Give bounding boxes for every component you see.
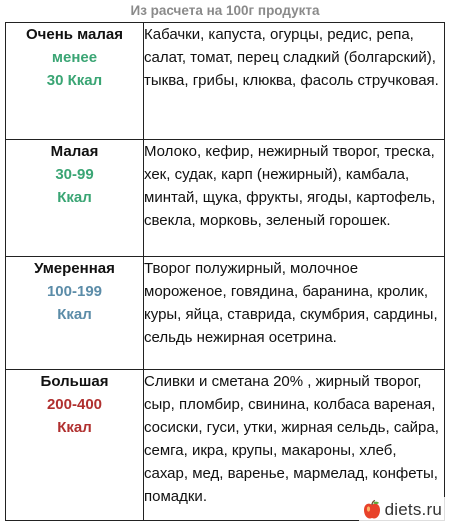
category-unit: 30 Ккал (46, 72, 103, 89)
category-unit: Ккал (57, 419, 92, 436)
table-row (6, 257, 445, 370)
category-name: Малая (50, 143, 99, 160)
category-name: Умеренная (34, 260, 115, 277)
foods-list: Творог полужирный, молочное мороженое, говядина, баранина, кролик, куры, яйца, ставрида, скумбрия, сардины, сельдь нежирная осетрина. (144, 257, 445, 370)
watermark-text: diets.ru (384, 500, 442, 519)
category-unit: Ккал (57, 189, 92, 206)
category-cell (6, 370, 144, 521)
foods-list: Кабачки, капуста, огурцы, редис, репа, салат, томат, перец сладкий (болгарский), тыква, грибы, клюква, фасоль стручковая. (144, 23, 445, 140)
category-range: менее (51, 49, 98, 66)
foods-list: Молоко, кефир, нежирный творог, треска, хек, судак, карп (нежирный), камбала, минтай, щука, фрукты, ягоды, картофель, свекла, морковь, зеленый горошек. (144, 140, 445, 257)
category-cell (6, 140, 144, 257)
category-cell (6, 23, 144, 140)
category-range: 100-199 (46, 283, 103, 300)
calorie-table (5, 22, 445, 521)
category-unit: Ккал (57, 306, 92, 323)
category-name: Большая (40, 373, 109, 390)
foods-list: Сливки и сметана 20% , жирный творог, сыр, пломбир, свинина, колбаса вареная, сосиски, гуси, утки, жирная сельдь, сайра, семга, икра, крупы, макароны, хлеб, сахар, мед, варенье, мармелад, конфеты, помадки. (144, 370, 445, 521)
category-range: 200-400 (46, 396, 103, 413)
category-range: 30-99 (55, 166, 94, 183)
category-name: Очень малая (25, 26, 124, 43)
table-row (6, 140, 445, 257)
page-title: Из расчета на 100г продукта (130, 3, 320, 18)
watermark-logo[interactable] (359, 497, 446, 523)
apple-logo-icon (361, 499, 383, 521)
category-cell (6, 257, 144, 370)
table-row (6, 23, 445, 140)
